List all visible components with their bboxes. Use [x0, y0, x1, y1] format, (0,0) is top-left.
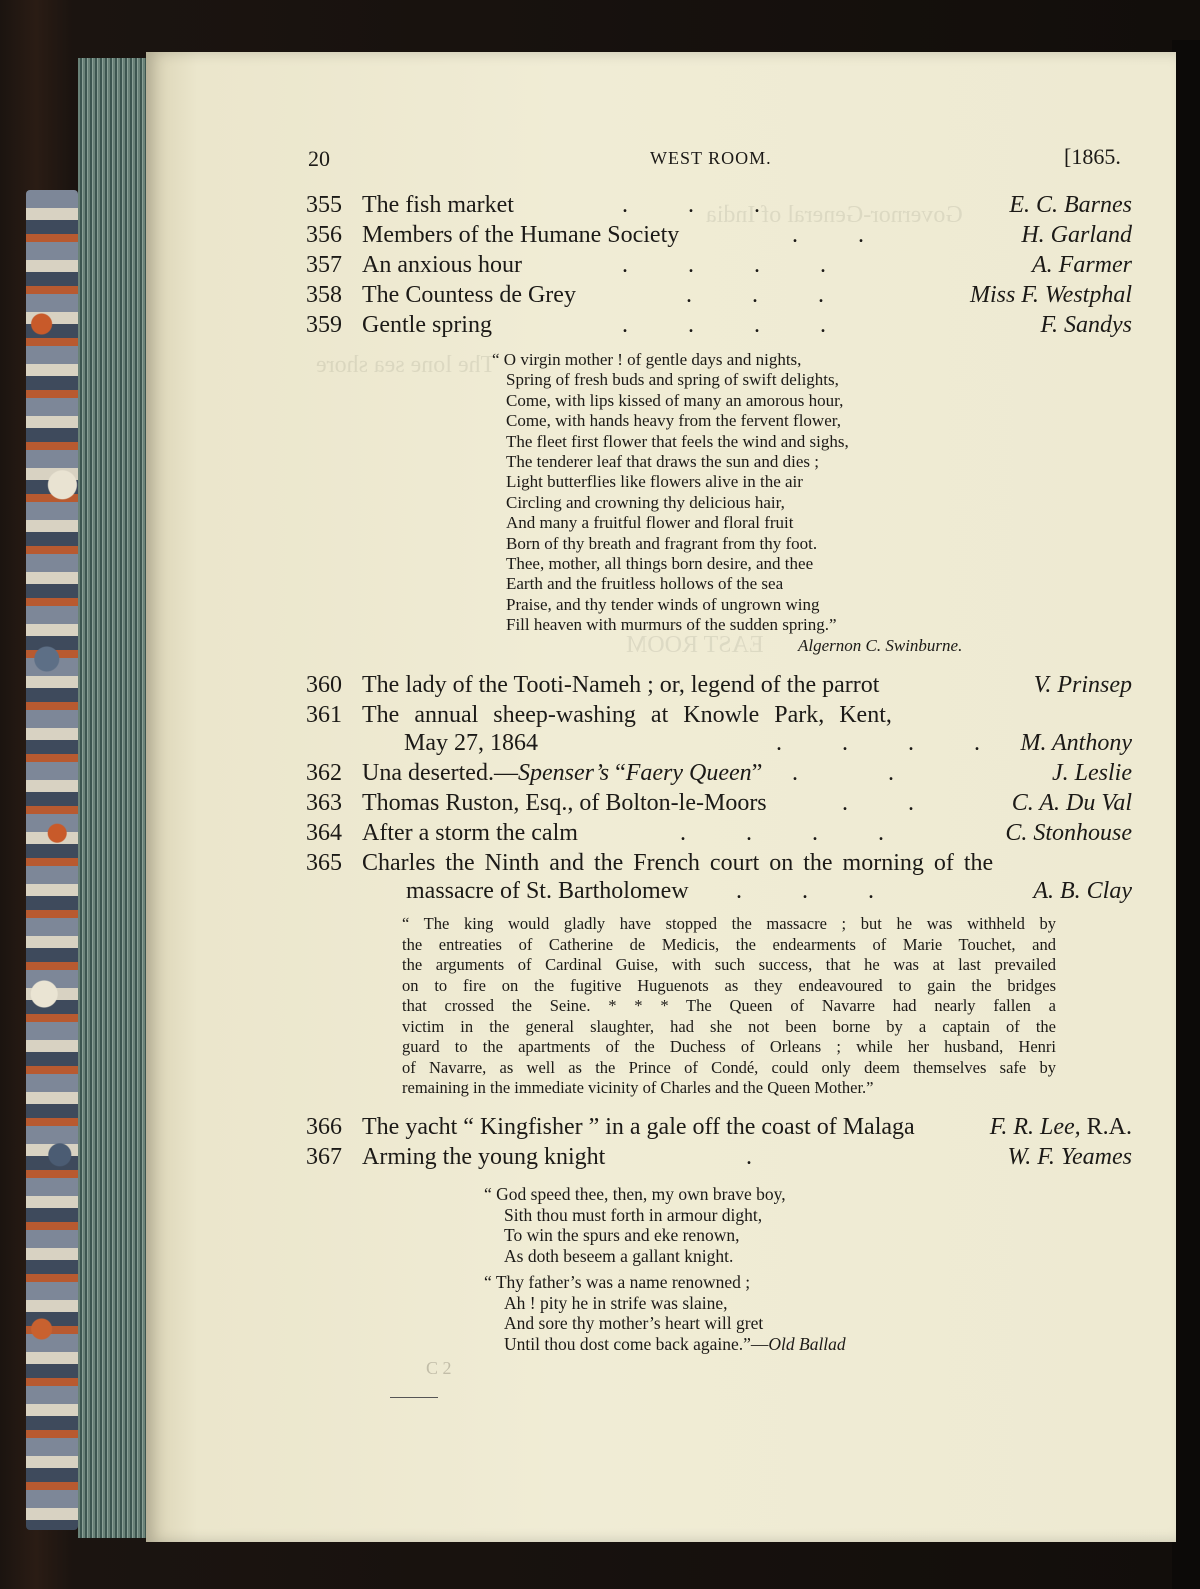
quote-line: Ah ! pity he in strife was slaine, [504, 1292, 728, 1313]
quote-line: Circling and crowning thy delicious hair, [506, 492, 785, 512]
entry-title: The yacht “ Kingfisher ” in a gale off the coast of Malaga [362, 1114, 915, 1140]
catalogue-entry [306, 848, 1132, 906]
quote-line: Come, with hands heavy from the fervent flower, [506, 411, 841, 431]
show-through-text: EAST ROOM [626, 632, 764, 658]
running-head: WEST ROOM. [650, 148, 772, 168]
catalogue-entry [306, 250, 1132, 280]
entry-title-continuation: massacre of St. Bartholomew [406, 878, 689, 904]
entry-number: 356 [306, 222, 342, 248]
entry-artist: M. Anthony [1020, 730, 1132, 756]
catalogue-entry [306, 818, 1132, 848]
entry-title: The lady of the Tooti-Nameh ; or, legend of the parrot [362, 672, 880, 698]
quote-line: Thee, mother, all things born desire, and thee [506, 554, 814, 574]
entry-number: 367 [306, 1144, 342, 1170]
marbled-endpaper [26, 190, 78, 1530]
entry-number: 357 [306, 252, 342, 278]
entry-artist: A. Farmer [1032, 252, 1132, 278]
quote-line: guard to the apartments of the Duchess of Orleans ; while her husband, Henri [402, 1037, 1056, 1056]
poem-quote [484, 1184, 786, 1266]
entry-artist: J. Leslie [1052, 760, 1132, 786]
title-italic: Faery Queen [625, 760, 752, 786]
year-header: [1865. [1064, 144, 1121, 169]
entry-title: Arming the young knight [362, 1144, 606, 1170]
poem-quote [484, 1272, 846, 1354]
quote-line: Earth and the fruitless hollows of the sea [506, 574, 784, 594]
leader-dots: . . . . [776, 730, 980, 756]
entry-artist [990, 1112, 1132, 1142]
catalogue-entry [306, 700, 1132, 758]
quote-line: “ O virgin mother ! of gentle days and nights, [492, 350, 802, 369]
leader-dots: . . . [736, 878, 874, 904]
entry-number: 359 [306, 312, 342, 338]
entry-title: After a storm the calm [362, 820, 578, 846]
pencil-mark [390, 1397, 438, 1398]
catalogue-entry [306, 1112, 1132, 1142]
title-text: Una deserted.— [362, 760, 518, 786]
title-text: ” [751, 760, 763, 786]
entry-title [362, 758, 762, 788]
page-number: 20 [308, 146, 330, 171]
quote-line: the entreaties of Catherine de Medicis, the endearments of Marie Touchet, and [402, 934, 1056, 954]
entry-number: 363 [306, 790, 342, 816]
entry-artist: Miss F. Westphal [969, 282, 1132, 308]
quote-text: Until thou dost come back againe.”— [504, 1333, 769, 1354]
quote-line: victim in the general slaughter, had she not been borne by a captain of the [402, 1016, 1056, 1036]
entry-artist: C. Stonhouse [1005, 820, 1132, 846]
entry-title: Gentle spring [362, 312, 492, 338]
quote-line: “ The king would gladly have stopped the massacre ; but he was withheld by [402, 914, 1056, 933]
leader-dots: . . . . [680, 820, 884, 846]
catalogue-entry [306, 280, 1132, 310]
entry-number: 366 [306, 1114, 342, 1140]
entry-number: 364 [306, 820, 342, 846]
artist-honour: R.A. [1080, 1114, 1132, 1140]
leader-dots: . . . [622, 192, 760, 218]
entry-title: The Countess de Grey [362, 282, 576, 308]
entry-number: 365 [306, 850, 342, 876]
quote-attribution: Old Ballad [768, 1333, 846, 1354]
quote-line [504, 1334, 846, 1355]
quote-line: And sore thy mother’s heart will gret [504, 1313, 764, 1333]
quote-line: Light butterflies like flowers alive in the air [506, 472, 803, 492]
quote-line: of Navarre, as well as the Prince of Condé, could only deem themselves safe by [402, 1057, 1056, 1077]
entry-number: 361 [306, 702, 342, 728]
leader-dots: . . [842, 790, 914, 816]
entry-artist: F. Sandys [1040, 312, 1132, 338]
entry-title: Charles the Ninth and the French court on the morning of the [362, 850, 994, 876]
quote-line: Spring of fresh buds and spring of swift delights, [506, 370, 839, 390]
entry-artist: E. C. Barnes [1009, 192, 1132, 218]
title-text: “ [609, 760, 626, 786]
quote-line: Sith thou must forth in armour dight, [504, 1204, 763, 1225]
entry-title: The fish market [362, 192, 514, 218]
leader-dots: . [746, 1144, 752, 1170]
quote-line: And many a fruitful flower and floral fruit [506, 513, 794, 533]
show-through-text: The lone sea shore [316, 352, 496, 378]
prose-quote [402, 914, 1056, 1099]
artist-name: F. R. Lee, [989, 1114, 1081, 1140]
entry-number: 362 [306, 760, 342, 786]
quote-line: “ Thy father’s was a name renowned ; [484, 1272, 751, 1292]
quote-line: As doth beseem a gallant knight. [504, 1245, 734, 1266]
show-through-text: Governor-General of India [706, 202, 963, 228]
title-italic: Spenser’s [517, 760, 610, 786]
catalogue-entry [306, 758, 1132, 788]
gutter [1172, 40, 1200, 1589]
entry-artist: C. A. Du Val [1011, 790, 1132, 816]
poem-quote [492, 350, 849, 636]
leader-dots: . . [792, 760, 894, 786]
quote-line: To win the spurs and eke renown, [504, 1225, 740, 1245]
entry-number: 360 [306, 672, 342, 698]
quote-line: remaining in the immediate vicinity of Charles and the Queen Mother.” [402, 1078, 874, 1097]
entry-title: An anxious hour [362, 252, 522, 278]
entry-number: 358 [306, 282, 342, 308]
entry-artist: V. Prinsep [1033, 672, 1132, 698]
book-page [146, 52, 1176, 1542]
quote-line: that crossed the Seine. * * * The Queen of Navarre had nearly fallen a [402, 996, 1056, 1015]
quote-line: Born of thy breath and fragrant from thy foot. [506, 533, 818, 553]
quote-line: The fleet first flower that feels the wind and sighs, [506, 431, 849, 451]
entry-title: The annual sheep-washing at Knowle Park, Kent, [362, 702, 892, 728]
catalogue-entry [306, 788, 1132, 818]
quote-line: “ God speed thee, then, my own brave boy, [484, 1184, 786, 1204]
quote-line: The tenderer leaf that draws the sun and dies ; [506, 452, 819, 472]
quote-line: Fill heaven with murmurs of the sudden spring.” [506, 615, 837, 635]
entry-artist: A. B. Clay [1033, 878, 1132, 904]
entry-title: Members of the Humane Society [362, 222, 680, 248]
leader-dots: . . . . [622, 312, 826, 338]
page-edges [78, 58, 148, 1538]
entry-title-continuation: May 27, 1864 [404, 730, 538, 756]
entry-artist: H. Garland [1021, 222, 1132, 248]
catalogue-entry [306, 670, 1132, 700]
catalogue-entry [306, 220, 1132, 250]
quote-line: the arguments of Cardinal Guise, with such success, that he was at last prevailed [402, 955, 1056, 974]
folio-signature: C 2 [426, 1358, 452, 1378]
quote-line: on to fire on the fugitive Huguenots as they endeavoured to gain the bridges [402, 975, 1056, 995]
leader-dots: . . . [686, 282, 824, 308]
entry-number: 355 [306, 192, 342, 218]
quote-attribution: Algernon C. Swinburne. [798, 636, 963, 655]
catalogue-entry [306, 1142, 1132, 1172]
quote-line: Praise, and thy tender winds of ungrown wing [506, 594, 820, 614]
entry-title: Thomas Ruston, Esq., of Bolton-le-Moors [362, 790, 767, 816]
quote-line: Come, with lips kissed of many an amorous hour, [506, 390, 844, 410]
leader-dots: . . [792, 222, 864, 248]
entry-artist: W. F. Yeames [1007, 1144, 1132, 1170]
catalogue-entry [306, 190, 1132, 220]
leader-dots: . . . . [622, 252, 826, 278]
catalogue-entry [306, 310, 1132, 340]
